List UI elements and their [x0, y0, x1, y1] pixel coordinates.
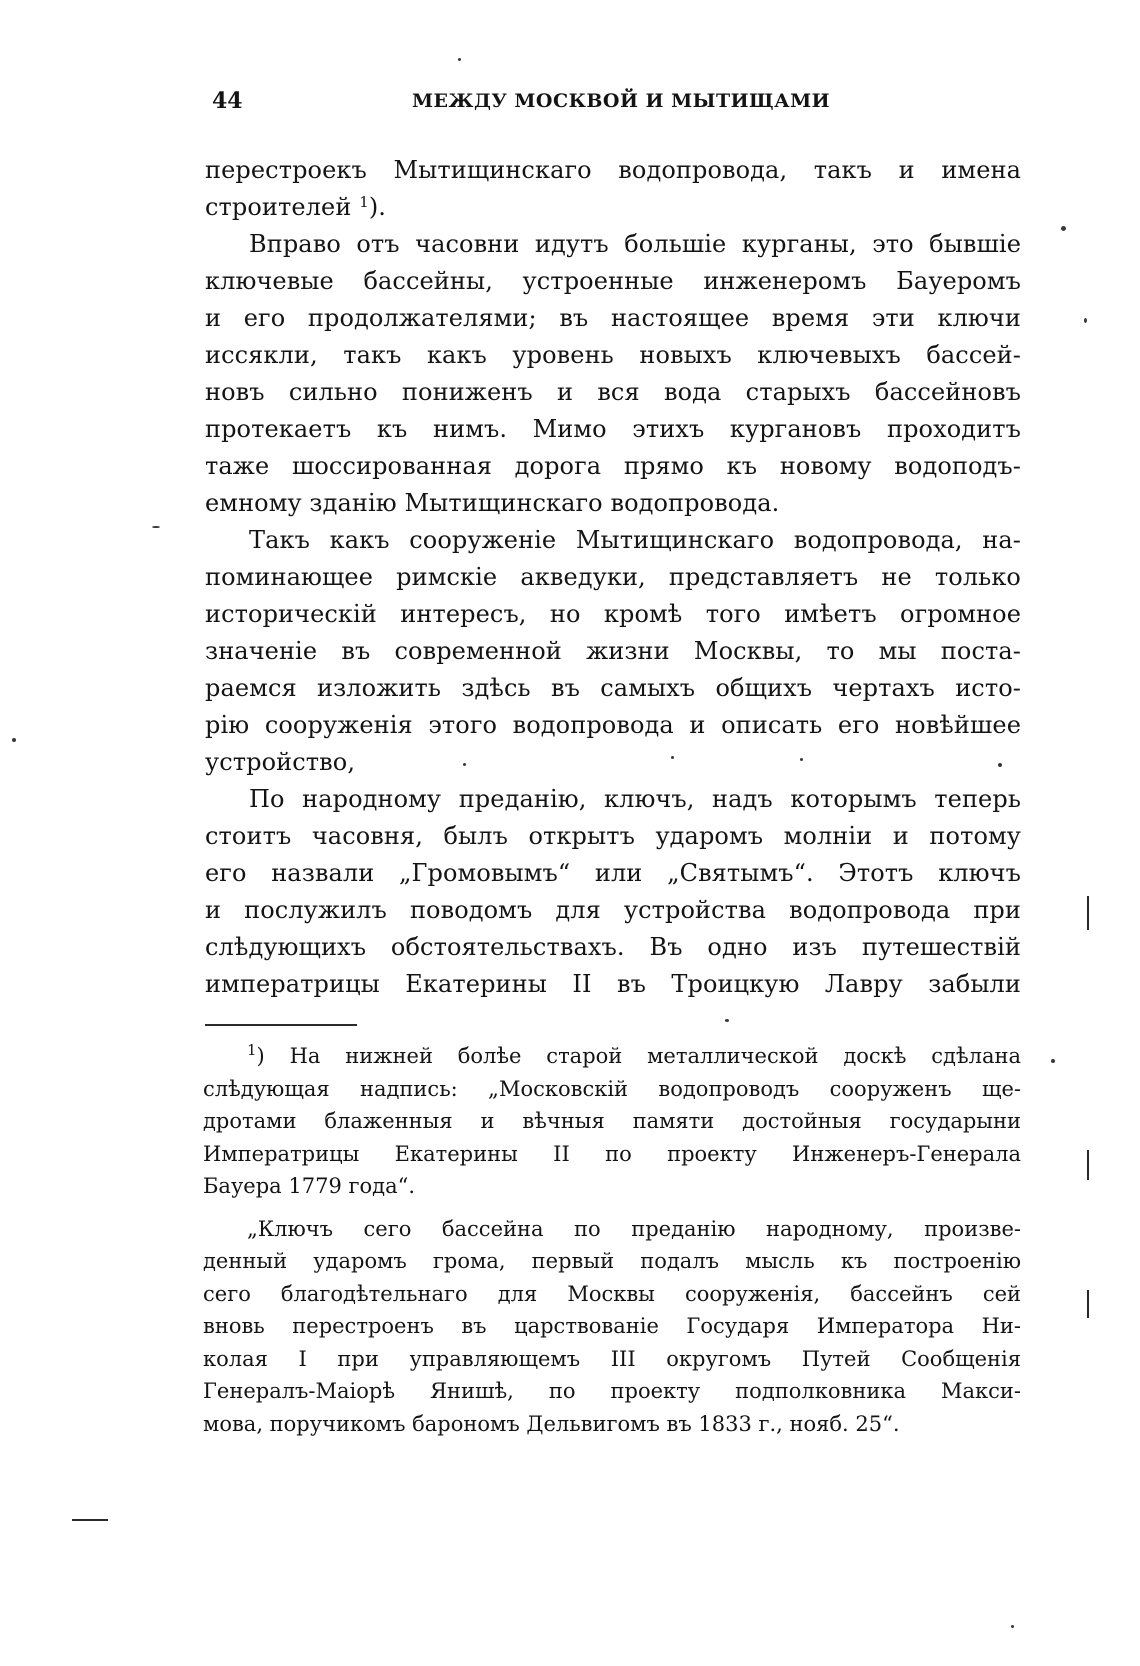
- footnote-line: мова, поручикомъ барономъ Дельвигомъ въ 1833 г., нояб. 25“.: [203, 1411, 900, 1436]
- scan-speck: [1084, 318, 1087, 323]
- scan-speck: [725, 1019, 729, 1022]
- text-line: новъ сильно пониженъ и вся вода старыхъ бассейновъ: [205, 378, 1021, 406]
- footnote-reference[interactable]: 1: [359, 193, 369, 211]
- page-header: [212, 88, 1012, 128]
- footnote-line: Императрицы Екатерины II по проекту Инженеръ-Генерала: [203, 1141, 1021, 1166]
- text-line: стоитъ часовня, былъ открытъ ударомъ молніи и потому: [205, 822, 1021, 850]
- scan-speck: [671, 756, 674, 759]
- text-line: протекаетъ къ нимъ. Мимо этихъ кургановъ проходитъ: [205, 415, 1021, 443]
- footnote-line: колая I при управляющемъ III округомъ Путей Сообщенія: [203, 1346, 1021, 1371]
- footnote-marker-number: 1: [247, 1041, 257, 1059]
- text-line-content: строителей: [205, 193, 352, 221]
- footnote-line: сего благодѣтельнаго для Москвы сооруженія, бассейнъ сей: [203, 1281, 1021, 1306]
- text-line: императрицы Екатерины II въ Троицкую Лавру забыли: [205, 970, 1021, 998]
- footnote-marker: [247, 1041, 265, 1068]
- footnote-text: На нижней болѣе старой металлической доскѣ сдѣлана: [289, 1044, 1021, 1068]
- paragraph-first-line: Вправо отъ часовни идутъ большіе курганы, это бывшіе: [249, 230, 1021, 258]
- scan-edge-mark: [1087, 1290, 1089, 1318]
- scan-edge-mark: [1087, 896, 1089, 930]
- text-line: его назвали „Громовымъ“ или „Святымъ“. Этотъ ключъ: [205, 859, 1021, 887]
- scan-speck: [12, 738, 16, 742]
- page-number: 44: [212, 88, 243, 114]
- footnote-reference-close: ).: [368, 193, 387, 221]
- scan-speck: [998, 763, 1002, 767]
- text-line: слѣдующихъ обстоятельствахъ. Въ одно изъ путешествій: [205, 933, 1021, 961]
- footnote-line: денный ударомъ грома, первый подалъ мысль къ построенію: [203, 1249, 1021, 1273]
- footnote-gap: [203, 1203, 1021, 1213]
- footnote-first-line: [203, 1040, 1021, 1073]
- footnote-line: Генералъ-Маіорѣ Янишѣ, по проекту подполковника Макси-: [203, 1379, 1021, 1403]
- text-line: раемся изложить здѣсь въ самыхъ общихъ чертахъ исто-: [205, 674, 1021, 702]
- text-line: рію сооруженія этого водопровода и описать его новѣйшее: [205, 711, 1021, 739]
- paragraph-first-line: По народному преданію, ключъ, надъ которымъ теперь: [249, 785, 1021, 813]
- scan-speck: [1011, 1625, 1014, 1628]
- text-line: таже шоссированная дорога прямо къ новому водоподъ-: [205, 452, 1021, 480]
- footnote-line: дротами блаженныя и вѣчныя памяти достойныя государыни: [203, 1109, 1021, 1133]
- scan-speck: [463, 763, 466, 766]
- text-line: и послужилъ поводомъ для устройства водопровода при: [205, 896, 1021, 924]
- scan-speck: [458, 58, 461, 61]
- scan-speck: [1061, 226, 1066, 231]
- text-line: устройство,: [205, 748, 356, 776]
- footnote-separator: [205, 1024, 357, 1026]
- text-line: [205, 189, 1021, 226]
- paragraph-first-line: Такъ какъ сооруженіе Мытищинскаго водопровода, на-: [249, 526, 1021, 554]
- running-title: МЕЖДУ МОСКВОЙ И МЫТИЩАМИ: [412, 90, 831, 112]
- main-text: [205, 152, 1021, 1003]
- scan-speck: [152, 526, 160, 528]
- text-line: и его продолжателями; въ настоящее время эти ключи: [205, 304, 1021, 332]
- text-line: поминающее римскіе акведуки, представляетъ не только: [205, 563, 1021, 591]
- footnote-marker-close: ): [256, 1044, 265, 1068]
- footnote-paragraph-first-line: „Ключъ сего бассейна по преданію народному, произве-: [247, 1216, 1021, 1241]
- footnotes: [203, 1040, 1021, 1440]
- scan-speck: [800, 758, 803, 761]
- scan-edge-mark: [1087, 1150, 1089, 1180]
- text-line: значеніе въ современной жизни Москвы, то мы поста-: [205, 637, 1021, 665]
- footnote-line: вновь перестроенъ въ царствованіе Государя Императора Ни-: [203, 1314, 1021, 1338]
- text-line: иссякли, такъ какъ уровень новыхъ ключевыхъ бассей-: [205, 341, 1021, 369]
- text-line: емному зданію Мытищинскаго водопровода.: [205, 489, 780, 517]
- footnote-line: слѣдующая надпись: „Московскій водопроводъ сооруженъ ще-: [203, 1076, 1021, 1101]
- text-line: ключевые бассейны, устроенные инженеромъ Бауеромъ: [205, 267, 1021, 295]
- scan-speck: [1051, 1059, 1055, 1063]
- text-line: перестроекъ Мытищинскаго водопровода, такъ и имена: [205, 156, 1021, 184]
- footnote-line: Бауера 1779 года“.: [203, 1174, 415, 1198]
- text-line: историческій интересъ, но кромѣ того имѣетъ огромное: [205, 600, 1021, 628]
- scan-edge-mark: [72, 1519, 108, 1521]
